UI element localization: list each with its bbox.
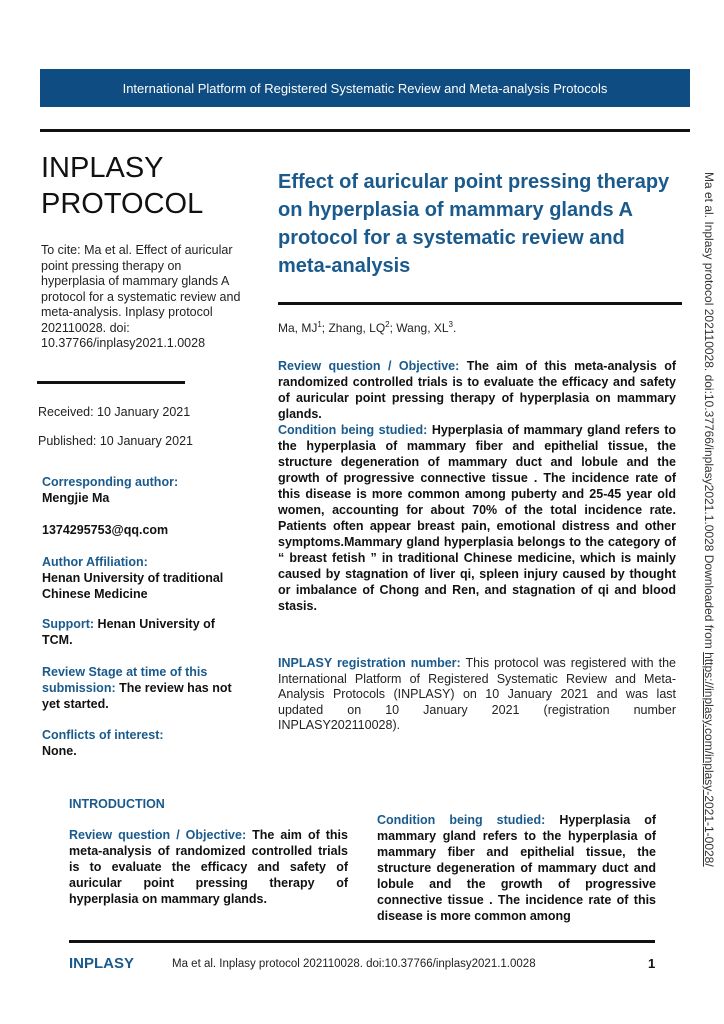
published-date: Published: 10 January 2021 bbox=[38, 434, 193, 448]
intro-condition bbox=[377, 812, 656, 924]
registration-text: This protocol was registered with the International Platform of Registered Systematic Review and Meta-Analysis Protocols (INPLASY) on 10 January 2021 and was last updated on 10 January 2021 (registration number INPLASY202110028). bbox=[278, 656, 676, 732]
author: Ma, $MJ^1$; bbox=[278, 320, 329, 335]
conflicts-block bbox=[42, 727, 242, 759]
review-stage-text: The review has not yet started. bbox=[42, 681, 232, 711]
condition-text: Hyperplasia of mammary gland refers to the hyperplasia of mammary fiber and epithelial tissue, the structure degeneration of mammary duct and lobule and the growth of progressive connective tissue . The incidence rate of this disease is more common among puberty and 25-45 year old women, accounting for about 70% of the total incidence rate. Patients often appear breast pain, emotional distress and other symptoms.Mammary gland hyperplasia belongs to the category of “ breast fetish ” in traditional Chinese medicine, which is mainly caused by stagnation of liver qi, spleen injury caused by thought or imbalance of Chong and Ren, and stagnation of qi and blood stasis. bbox=[278, 423, 676, 613]
registration-block bbox=[278, 656, 676, 734]
support-text: Henan University of TCM. bbox=[42, 617, 215, 647]
citation: To cite: Ma et al. Effect of auricular point pressing therapy on hyperplasia of mammary glands A protocol for a systematic review and meta-analysis. Inplasy protocol 202110028. doi: 10.37766/inplasy2021.1.0028 bbox=[41, 243, 241, 350]
download-link[interactable]: https://inplasy.com/inplasy-2021-1-0028/ bbox=[702, 652, 716, 867]
affiliation-label: Author Affiliation: bbox=[42, 555, 148, 569]
title-divider bbox=[278, 302, 682, 305]
review-stage-block bbox=[42, 664, 242, 712]
margin-note-text: Ma et al. Inplasy protocol 202110028. doi:10.37766/inplasy2021.1.0028 Downloaded from bbox=[702, 172, 716, 653]
abstract-condition bbox=[278, 422, 676, 614]
affiliation-text: Henan University of traditional Chinese Medicine bbox=[42, 571, 224, 601]
objective-text: The aim of this meta-analysis of randomized controlled trials is to evaluate the efficacy and safety of auricular point pressing therapy of hyperplasia on mammary glands. bbox=[278, 359, 676, 421]
conflicts-label: Conflicts of interest: bbox=[42, 728, 164, 742]
page-number: 1 bbox=[648, 956, 656, 971]
support-label: Support: bbox=[42, 617, 95, 631]
banner-text: International Platform of Registered Systematic Review and Meta-analysis Protocols bbox=[122, 80, 608, 96]
received-date: Received: 10 January 2021 bbox=[38, 405, 191, 419]
support-block bbox=[42, 616, 242, 648]
introduction-heading: INTRODUCTION bbox=[69, 797, 165, 811]
registration-label: INPLASY registration number: bbox=[278, 656, 461, 670]
abstract-objective bbox=[278, 358, 676, 422]
author: Wang, $XL^3$. bbox=[396, 320, 457, 335]
author: Zhang, $LQ^2$; bbox=[328, 320, 397, 335]
footer-divider bbox=[69, 940, 655, 943]
intro-objective-text: The aim of this meta-analysis of randomized controlled trials is to evaluate the efficacy and safety of auricular point pressing therapy of hyperplasia on mammary glands. bbox=[69, 828, 348, 906]
paper-title: Effect of auricular point pressing therapy on hyperplasia of mammary glands A protocol for a systematic review and meta-analysis bbox=[278, 171, 670, 277]
intro-condition-label: Condition being studied: bbox=[377, 813, 546, 827]
header-banner bbox=[40, 69, 690, 107]
corresponding-author-name: Mengjie Ma bbox=[42, 491, 110, 505]
download-margin-note bbox=[702, 172, 716, 867]
objective-label: Review question / Objective: bbox=[278, 359, 460, 373]
brand-line-2: PROTOCOL bbox=[41, 188, 204, 220]
affiliation-block bbox=[42, 554, 242, 602]
footer-citation: Ma et al. Inplasy protocol 202110028. doi:10.37766/inplasy2021.1.0028 bbox=[172, 958, 536, 970]
intro-objective bbox=[69, 827, 348, 907]
intro-condition-text: Hyperplasia of mammary gland refers to the hyperplasia of mammary fiber and epithelial tissue, the structure degeneration of mammary duct and lobule and the growth of progressive connective tissue . The incidence rate of this disease is more common among bbox=[377, 813, 656, 923]
top-divider bbox=[40, 129, 690, 132]
abstract bbox=[278, 358, 676, 614]
brand-line-1: INPLASY bbox=[41, 152, 164, 184]
author-list bbox=[278, 320, 456, 335]
sidebar-divider bbox=[37, 381, 185, 384]
corresponding-author-label: Corresponding author: bbox=[42, 475, 179, 489]
footer-brand: INPLASY bbox=[69, 955, 135, 972]
review-stage-label: Review Stage at time of this submission: bbox=[42, 665, 208, 695]
author-email[interactable]: 1374295753@qq.com bbox=[42, 523, 169, 537]
inplasy-protocol-brand bbox=[41, 150, 203, 222]
corresponding-author-block bbox=[42, 474, 242, 506]
condition-label: Condition being studied: bbox=[278, 423, 428, 437]
intro-objective-label: Review question / Objective: bbox=[69, 828, 247, 842]
conflicts-text: None. bbox=[42, 744, 77, 758]
